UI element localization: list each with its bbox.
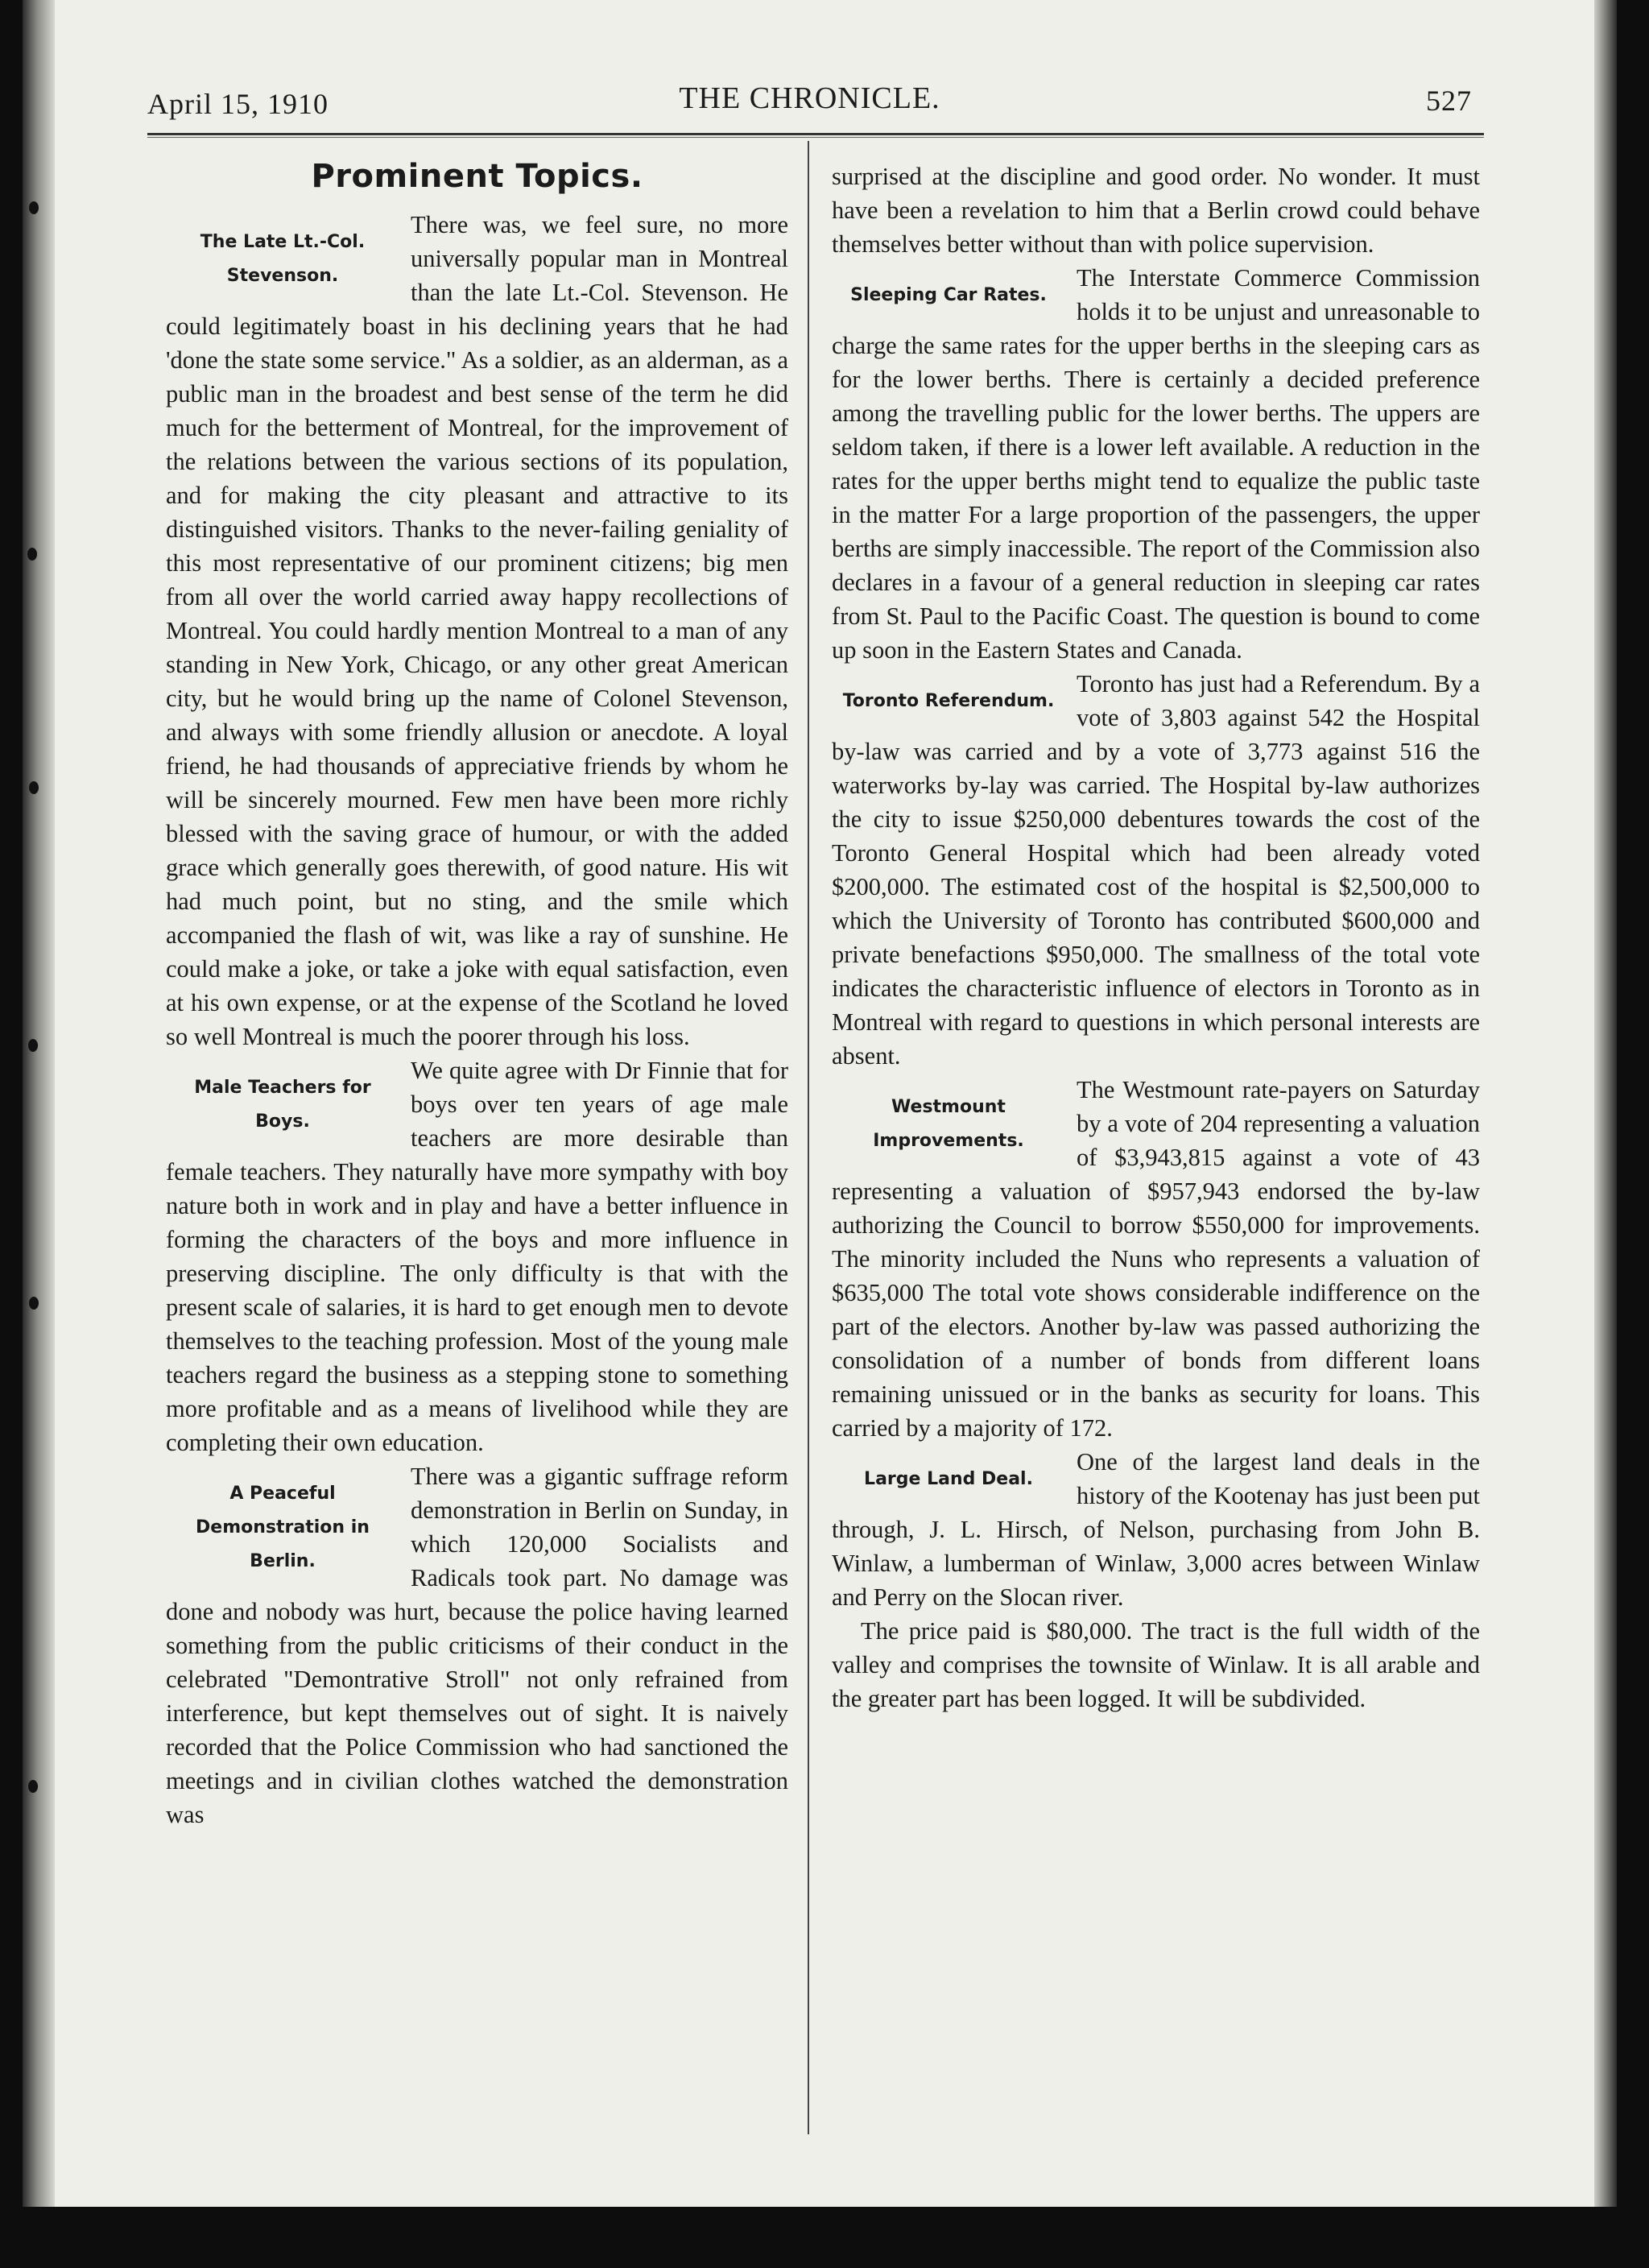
side-heading: A Peaceful Demonstration in Berlin. — [196, 1484, 370, 1571]
article-stevenson — [166, 208, 788, 1053]
article-text: The Westmount rate-payers on Saturday by a vote of 204 representing a valuation of $3,943,815 against a vote of 43 representing a valuation of $957,943 endorsed the by-law authorizing the Council to borrow $550,000 for improvements. The minority included the Nuns who represents a valuation of $635,000 The total vote shows considerable indifference on the part of the electors. Another by-law was passed authorizing the consolidation of a number of bonds from different loans remaining unissued or in the banks as security for loans. This carried by a majority of 172. — [832, 1076, 1480, 1442]
side-heading: Westmount Improvements. — [873, 1097, 1024, 1151]
side-heading: The Late Lt.-Col. Stevenson. — [200, 232, 366, 286]
running-header — [147, 81, 1472, 129]
article-text: We quite agree with Dr Finnie that for boys over ten years of age male teachers are more desirable than female teachers. They naturally have more sympathy with boy nature both in work and in play and have a better influence in forming the characters of the boys and more influence in preserving discipline. The only difficulty is that with the present scale of salaries, it is hard to get enough men to devote themselves to the teaching profession. Most of the young male teachers regard the business as a stepping stone to something more profitable and as a means of livelihood while they are completing their own education. — [166, 1057, 788, 1456]
article-toronto-referendum — [832, 667, 1480, 1073]
article-male-teachers — [166, 1053, 788, 1459]
header-rule — [147, 133, 1484, 138]
section-heading: Prominent Topics. — [311, 158, 643, 195]
article-text: Toronto has just had a Referendum. By a vote of 3,803 against 542 the Hospital by-law was carried and by a vote of 3,773 against 516 the waterworks by-lay was carried. The Hospital by-law authorizes the city to issue $250,000 debentures towards the cost of the Toronto General Hospital which had been already voted $200,000. The estimated cost of the hospital is $2,500,000 to which the University of Toronto has contributed $600,000 and private benefactions $950,000. The smallness of the total vote indicates the characteristic influence of electors in Toronto as in Montreal with regard to questions in which personal interests are absent. — [832, 670, 1480, 1070]
page-edge-shadow — [1594, 0, 1617, 2207]
right-column — [832, 159, 1480, 1715]
article-text: The Interstate Commerce Commission holds it to be unjust and unreasonable to charge the same rates for the upper berths in the sleeping cars as for the lower berths. There is certainly a decided preference among the travelling public for the lower berths. The uppers are seldom taken, if there is a lower left available. A reduction in the rates for the upper berths might tend to equalize the public taste in the matter For a large proportion of the passengers, the upper berths are simply inaccessible. The report of the Commission also declares in a favour of a general reduction in sleeping car rates from St. Paul to the Pacific Coast. The question is bound to come up soon in the Eastern States and Canada. — [832, 264, 1480, 664]
column-divider — [808, 141, 809, 2134]
book-spine-shadow — [23, 0, 55, 2207]
article-text: One of the largest land deals in the history of the Kootenay has just been put through, J. L. Hirsch, of Nelson, purchasing from John B. Winlaw, a lumberman of Winlaw, 3,000 acres between Winlaw and Perry on the Slocan river. — [832, 1448, 1480, 1611]
binding-mark — [29, 1297, 39, 1310]
binding-mark — [29, 781, 39, 794]
article-sleeping-car-rates — [832, 261, 1480, 667]
article-text: The price paid is $80,000. The tract is the full width of the valley and comprises the townsite of Winlaw. It is all arable and the greater part has been logged. It will be subdivided. — [832, 1617, 1480, 1712]
binding-mark — [29, 201, 39, 214]
article-berlin-demonstration — [166, 1459, 788, 1831]
publication-title: THE CHRONICLE. — [679, 81, 940, 115]
article-text: There was a gigantic suffrage reform demonstration in Berlin on Sunday, in which 120,000 Socialists and Radicals took part. No damage was done and nobody was hurt, because the police having learned something from the public criticisms of their conduct in the celebrated "Demontrative Stroll" not only refrained from interference, but kept themselves out of sight. It is naively recorded that the Police Commission who had sanctioned the meetings and in civilian clothes watched the demonstration was — [166, 1463, 788, 1828]
article-large-land-deal — [832, 1445, 1480, 1715]
binding-mark — [28, 1039, 38, 1052]
side-heading: Large Land Deal. — [864, 1469, 1033, 1489]
side-heading: Toronto Referendum. — [842, 691, 1055, 711]
side-heading: Sleeping Car Rates. — [850, 285, 1047, 305]
side-heading: Male Teachers for Boys. — [194, 1078, 371, 1132]
left-column — [166, 159, 788, 1831]
page-number: 527 — [1426, 85, 1472, 117]
article-westmount-improvements — [832, 1073, 1480, 1445]
article-berlin-continued — [832, 159, 1480, 261]
binding-mark — [28, 1780, 38, 1793]
issue-date: April 15, 1910 — [147, 88, 329, 120]
article-text: There was, we feel sure, no more universally popular man in Montreal than the late Lt.-Col. Stevenson. He could legitimately boast in his declining years that he had 'done the state some service." As a soldier, as an alderman, as a public man in the broadest and best sense of the term he did much for the betterment of Montreal, for the improvement of the relations between the various sections of its population, and for making the city pleasant and attractive to its distinguished visitors. Thanks to the never-failing geniality of this most representative of our prominent citizens; big men from all over the world carried away happy recollections of Montreal. You could hardly mention Montreal to a man of any standing in New York, Chicago, or any other great American city, but he would bring up the name of Colonel Stevenson, and always with some friendly allusion or anecdote. A loyal friend, he had thousands of appreciative friends by whom he will be sincerely mourned. Few men have been more richly blessed with the saving grace of humour, or with the added grace which generally goes therewith, of good nature. His wit had much point, but no sting, and the smile which accompanied the flash of wit, was like a ray of sunshine. He could make a joke, or take a joke with equal satisfaction, even at his own expense, or at the expense of the Scotland he loved so well Montreal is much the poorer through his loss. — [166, 211, 788, 1050]
binding-mark — [27, 548, 37, 561]
article-text: surprised at the discipline and good order. No wonder. It must have been a revelation to him that a Berlin crowd could behave themselves better without than with police supervision. — [832, 163, 1480, 258]
newspaper-page — [23, 0, 1617, 2207]
